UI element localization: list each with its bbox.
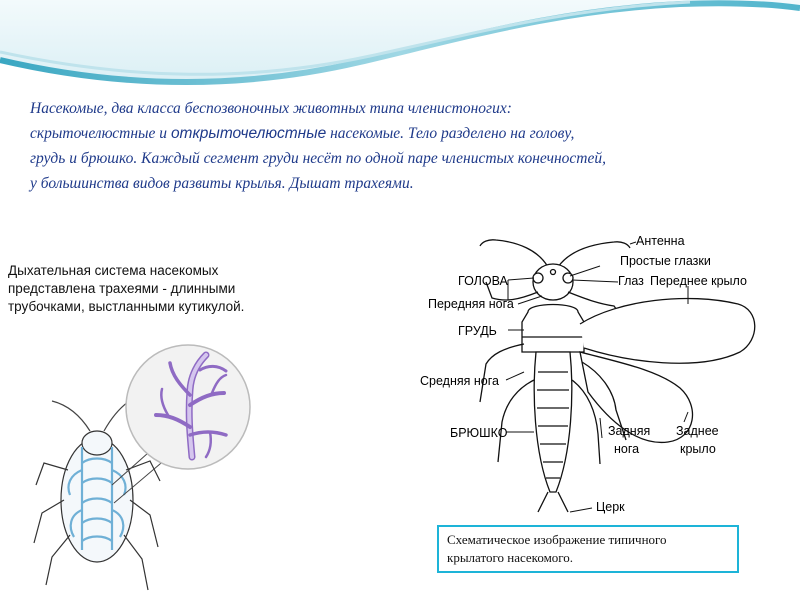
label-abdomen: БРЮШКО [450, 426, 508, 440]
main-line-3: грудь и брюшко. Каждый сегмент груди несёт по одной паре членистых конечностей, [30, 150, 606, 167]
main-line-2-emphasis: открыточелюстные [170, 125, 327, 142]
label-thorax: ГРУДЬ [458, 324, 497, 338]
label-hind-wing-line-2: крыло [680, 442, 716, 456]
header-wave-decoration [0, 0, 800, 92]
caption-line-2: крылатого насекомого. [447, 550, 574, 565]
main-line-1: Насекомые, два класса беспозвоночных животных типа членистоногих: [30, 100, 512, 117]
diagram-caption [437, 525, 739, 573]
cockroach-trachea-illustration [30, 335, 265, 597]
label-front-wing: Переднее крыло [650, 274, 747, 288]
respiratory-paragraph [8, 262, 308, 316]
main-line-4: у большинства видов развиты крылья. Дышат трахеями. [30, 175, 414, 192]
label-hind-leg-line-1: Задняя [608, 424, 651, 438]
respiratory-line-3: трубочками, выстланными кутикулой. [8, 299, 245, 314]
main-line-2-part-1: скрыточелюстные и [30, 125, 171, 142]
label-cercus: Церк [596, 500, 625, 514]
label-hind-leg-line-2: нога [614, 442, 640, 456]
label-eye: Глаз [618, 274, 644, 288]
label-front-leg: Передняя нога [428, 297, 514, 311]
label-hind-wing-line-1: Заднее [676, 424, 719, 438]
label-middle-leg: Средняя нога [420, 374, 499, 388]
respiratory-line-1: Дыхательная система насекомых [8, 263, 219, 278]
main-line-2 [30, 121, 720, 146]
main-paragraph [30, 96, 720, 196]
label-simple-eyes: Простые глазки [620, 254, 711, 268]
respiratory-line-2: представлена трахеями - длинными [8, 281, 236, 296]
main-line-2-part-3: насекомые. Тело разделено на голову, [326, 125, 575, 142]
label-head: ГОЛОВА [458, 274, 508, 288]
caption-line-1: Схематическое изображение типичного [447, 532, 667, 547]
label-antenna: Антенна [636, 234, 685, 248]
